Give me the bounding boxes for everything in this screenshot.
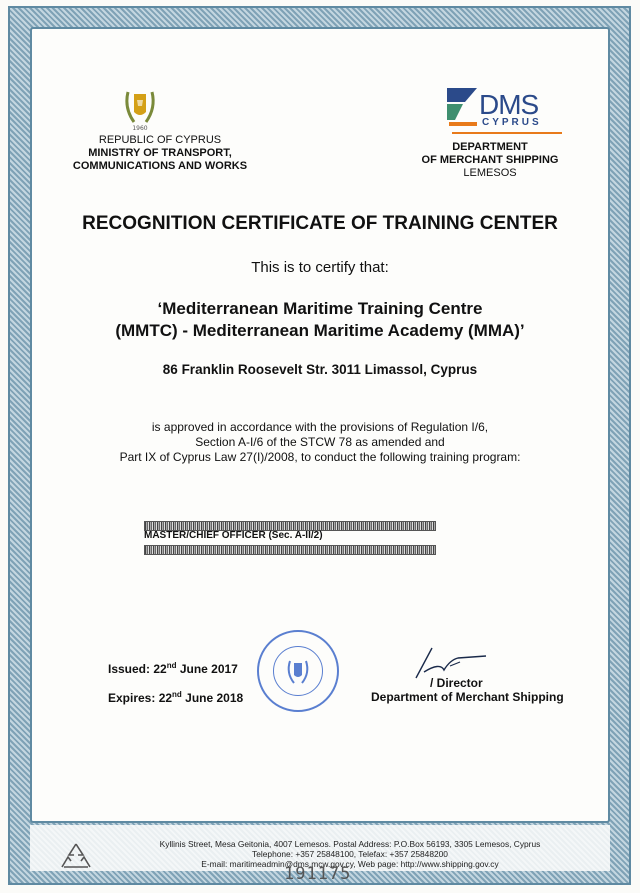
- expires-sup: nd: [172, 690, 182, 699]
- footer-phone: Telephone: +357 25848100, Telefax: +357 25848200: [252, 849, 448, 859]
- recycle-icon: [58, 841, 94, 871]
- ministry-block: [55, 134, 265, 173]
- republic-label: REPUBLIC OF CYPRUS: [98, 134, 222, 146]
- approval-line-2: Section A-I/6 of the STCW 78 as amended and: [195, 435, 445, 449]
- program-pattern-bottom: [144, 545, 436, 555]
- org-line-2: (MMTC) - Mediterranean Maritime Academy (MMA)’: [115, 321, 525, 340]
- approval-line-3: Part IX of Cyprus Law 27(I)/2008, to conduct the following training program:: [119, 450, 521, 464]
- serial-number: 191175: [284, 864, 352, 884]
- org-line-1: ‘Mediterranean Maritime Training Centre: [157, 299, 483, 318]
- footer-address: Kyllinis Street, Mesa Geitonia, 4007 Lemesos. Postal Address: P.O.Box 56193, 3305 Lemesos, Cyprus: [159, 839, 541, 849]
- dms-logo-icon: [445, 86, 479, 132]
- stamp-emblem-icon: [284, 657, 312, 687]
- cyprus-coat-of-arms-icon: [120, 84, 160, 132]
- issued-label: Issued: 22: [108, 662, 167, 676]
- footer-email: E-mail: maritimeadmin@dms.mcw.gov.cy, Web page: http://www.shipping.gov.cy: [201, 859, 499, 869]
- dms-logo-subtext: CYPRUS: [482, 117, 542, 128]
- issued-date: [108, 661, 238, 676]
- expires-label: Expires: 22: [108, 691, 173, 705]
- department-label: DEPARTMENT: [452, 141, 528, 153]
- ministry-label: MINISTRY OF TRANSPORT,: [88, 147, 232, 159]
- expires-rest: June 2018: [181, 691, 244, 705]
- department-block: [400, 141, 580, 180]
- signatory-title: / Director: [430, 676, 483, 690]
- issued-sup: nd: [166, 661, 177, 670]
- certificate-title: RECOGNITION CERTIFICATE OF TRAINING CENTER: [82, 213, 558, 234]
- certify-line: This is to certify that:: [251, 259, 389, 276]
- issued-rest: June 2017: [176, 662, 238, 676]
- organization-address: 86 Franklin Roosevelt Str. 3011 Limassol, Cyprus: [162, 362, 478, 377]
- department-location: LEMESOS: [463, 167, 517, 179]
- dms-logo-text: DMS: [479, 89, 539, 120]
- signatory-department: Department of Merchant Shipping: [371, 690, 564, 704]
- logo-underline: [452, 132, 562, 134]
- approval-line-1: is approved in accordance with the provisions of Regulation I/6,: [151, 420, 489, 434]
- department-label-2: OF MERCHANT SHIPPING: [421, 154, 559, 166]
- organization-name: [40, 298, 600, 342]
- ministry-label-2: COMMUNICATIONS AND WORKS: [72, 160, 248, 172]
- approval-text: [40, 420, 600, 465]
- expires-date: [108, 690, 243, 705]
- training-program: MASTER/CHIEF OFFICER (Sec. A-II/2): [144, 530, 323, 541]
- svg-text:1960: 1960: [132, 125, 148, 132]
